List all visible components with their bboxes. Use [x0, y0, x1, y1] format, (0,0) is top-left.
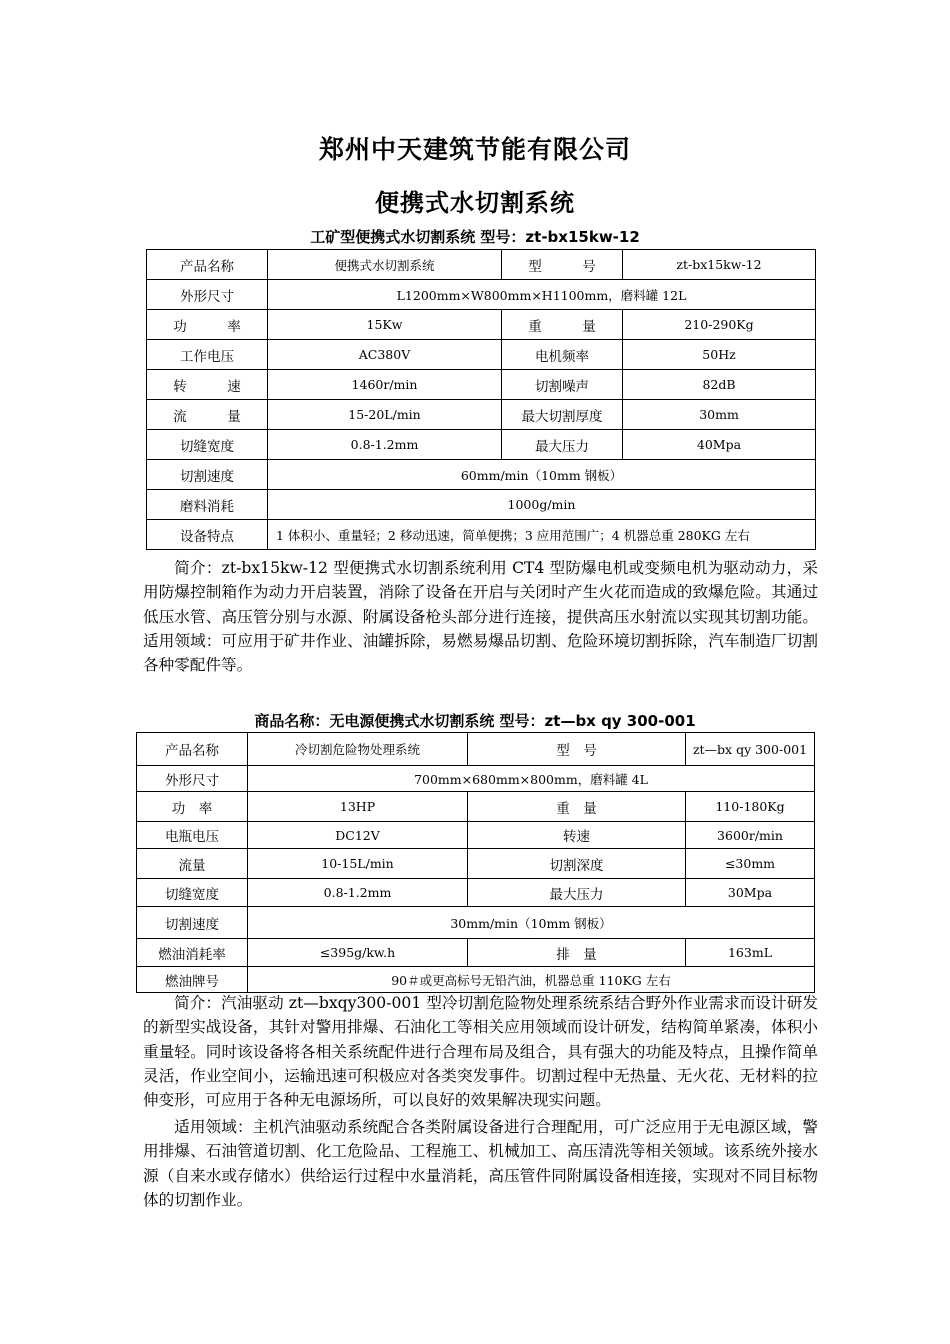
product2-intro-text: 简介：汽油驱动 zt—bxqy300-001 型冷切割危险物处理系统系结合野外作业需求而设计研发的新型实战设备，其针对警用排爆、石油化工等相关应用领域而设计研发，结构简单紧凑，体积小重量轻。同时该设备将各相关系统配件进行合理布局及组合，具有强大的功能及特点，且操作简单灵活，作业空间小，运输迅速可积极应对各类突发事件。切割过程中无热量、无火花、无材料的拉伸变形，可应用于各种无电源场所，可以良好的效果解决现实问题。 [143, 994, 818, 1110]
product1-spec-table [146, 249, 816, 550]
table-row [147, 310, 816, 340]
spec-value: L1200mm×W800mm×H1100mm，磨料罐 12L [268, 280, 816, 310]
table-row [147, 340, 816, 370]
spec-value: 13HP [248, 792, 468, 822]
spec-value: 30mm [623, 400, 816, 430]
spec-label: 切割深度 [468, 849, 686, 879]
spec-value: ≤30mm [686, 849, 815, 879]
spec-label: 最大切割厚度 [502, 400, 623, 430]
spec-value: 3600r/min [686, 822, 815, 849]
spec-label: 重 量 [468, 792, 686, 822]
spec-value: 82dB [623, 370, 816, 400]
spec-value: zt—bx qy 300-001 [686, 733, 815, 766]
spec-label: 型 号 [468, 733, 686, 766]
spec-label: 设备特点 [147, 520, 268, 550]
spec-label: 燃油牌号 [137, 967, 248, 993]
spec-value: 10-15L/min [248, 849, 468, 879]
spec-value: 0.8-1.2mm [268, 430, 502, 460]
table-row [137, 939, 815, 967]
spec-value: 15-20L/min [268, 400, 502, 430]
spec-value: 110-180Kg [686, 792, 815, 822]
spec-value: 163mL [686, 939, 815, 967]
table-row [147, 250, 816, 280]
product1-caption: 工矿型便携式水切割系统 型号：zt-bx15kw-12 [310, 228, 640, 246]
spec-value: ≤395g/kw.h [248, 939, 468, 967]
table-row [147, 490, 816, 520]
spec-label: 功 率 [137, 792, 248, 822]
spec-label: 转 速 [147, 370, 268, 400]
spec-label: 转速 [468, 822, 686, 849]
table-row [147, 400, 816, 430]
spec-value: 15Kw [268, 310, 502, 340]
table-row [137, 792, 815, 822]
spec-value: 便携式水切割系统 [268, 250, 502, 280]
spec-label: 流量 [137, 849, 248, 879]
spec-label: 型 号 [502, 250, 623, 280]
spec-value: zt-bx15kw-12 [623, 250, 816, 280]
table-row [137, 967, 815, 993]
spec-value: 700mm×680mm×800mm，磨料罐 4L [248, 766, 815, 792]
spec-label: 磨料消耗 [147, 490, 268, 520]
table-row [137, 879, 815, 907]
spec-value: 60mm/min（10mm 钢板） [268, 460, 816, 490]
product2-spec-table [136, 732, 815, 993]
spec-label: 切割噪声 [502, 370, 623, 400]
table-row [137, 766, 815, 792]
spec-value: 30Mpa [686, 879, 815, 907]
product1-intro-text: 简介：zt-bx15kw-12 型便携式水切割系统利用 CT4 型防爆电机或变频电机为驱动动力，采用防爆控制箱作为动力开启装置，消除了设备在开启与关闭时产生火花而造成的致爆危险。其通过低压水管、高压管分别与水源、附属设备枪头部分进行连接，提供高压水射流以实现其切割功能。适用领域：可应用于矿井作业、油罐拆除，易燃易爆品切割、危险环境切割拆除，汽车制造厂切割各种零配件等。 [143, 559, 818, 675]
spec-label: 产品名称 [137, 733, 248, 766]
spec-value: DC12V [248, 822, 468, 849]
spec-label: 工作电压 [147, 340, 268, 370]
spec-label: 重 量 [502, 310, 623, 340]
spec-label: 外形尺寸 [147, 280, 268, 310]
spec-label: 最大压力 [502, 430, 623, 460]
spec-label: 功 率 [147, 310, 268, 340]
table-row [137, 907, 815, 939]
spec-value: 90＃或更高标号无铅汽油，机器总重 110KG 左右 [248, 967, 815, 993]
company-name: 郑州中天建筑节能有限公司 [318, 135, 631, 164]
spec-value: 1460r/min [268, 370, 502, 400]
spec-label: 最大压力 [468, 879, 686, 907]
product1-intro [143, 556, 818, 677]
product2-application-text: 适用领域：主机汽油驱动系统配合各类附属设备进行合理配用，可广泛应用于无电源区域，警用排爆、石油管道切割、化工危险品、工程施工、机械加工、高压清洗等相关领域。该系统外接水源（自来水或存储水）供给运行过程中水量消耗，高压管件同附属设备相连接，实现对不同目标物体的切割作业。 [143, 1118, 818, 1209]
spec-label: 电机频率 [502, 340, 623, 370]
product2-application [143, 1115, 818, 1212]
table-row [137, 733, 815, 766]
document-title: 便携式水切割系统 [375, 189, 575, 217]
product2-caption: 商品名称：无电源便携式水切割系统 型号：zt—bx qy 300-001 [254, 712, 696, 730]
product2-intro [143, 991, 818, 1112]
spec-label: 排 量 [468, 939, 686, 967]
spec-value: AC380V [268, 340, 502, 370]
table-row [137, 822, 815, 849]
spec-label: 流 量 [147, 400, 268, 430]
table-row [147, 370, 816, 400]
spec-label: 电瓶电压 [137, 822, 248, 849]
spec-value: 40Mpa [623, 430, 816, 460]
spec-label: 切缝宽度 [137, 879, 248, 907]
table-row [147, 520, 816, 550]
table-row [147, 280, 816, 310]
table-row [147, 430, 816, 460]
table-row [137, 849, 815, 879]
spec-label: 切缝宽度 [147, 430, 268, 460]
spec-value: 30mm/min（10mm 钢板） [248, 907, 815, 939]
table-row [147, 460, 816, 490]
spec-label: 切割速度 [147, 460, 268, 490]
spec-label: 产品名称 [147, 250, 268, 280]
spec-label: 切割速度 [137, 907, 248, 939]
spec-label: 外形尺寸 [137, 766, 248, 792]
spec-value: 1 体积小、重量轻；2 移动迅速，简单便携；3 应用范围广；4 机器总重 280KG 左右 [268, 520, 816, 550]
spec-value: 1000g/min [268, 490, 816, 520]
spec-value: 50Hz [623, 340, 816, 370]
spec-value: 0.8-1.2mm [248, 879, 468, 907]
spec-value: 冷切割危险物处理系统 [248, 733, 468, 766]
spec-value: 210-290Kg [623, 310, 816, 340]
spec-label: 燃油消耗率 [137, 939, 248, 967]
